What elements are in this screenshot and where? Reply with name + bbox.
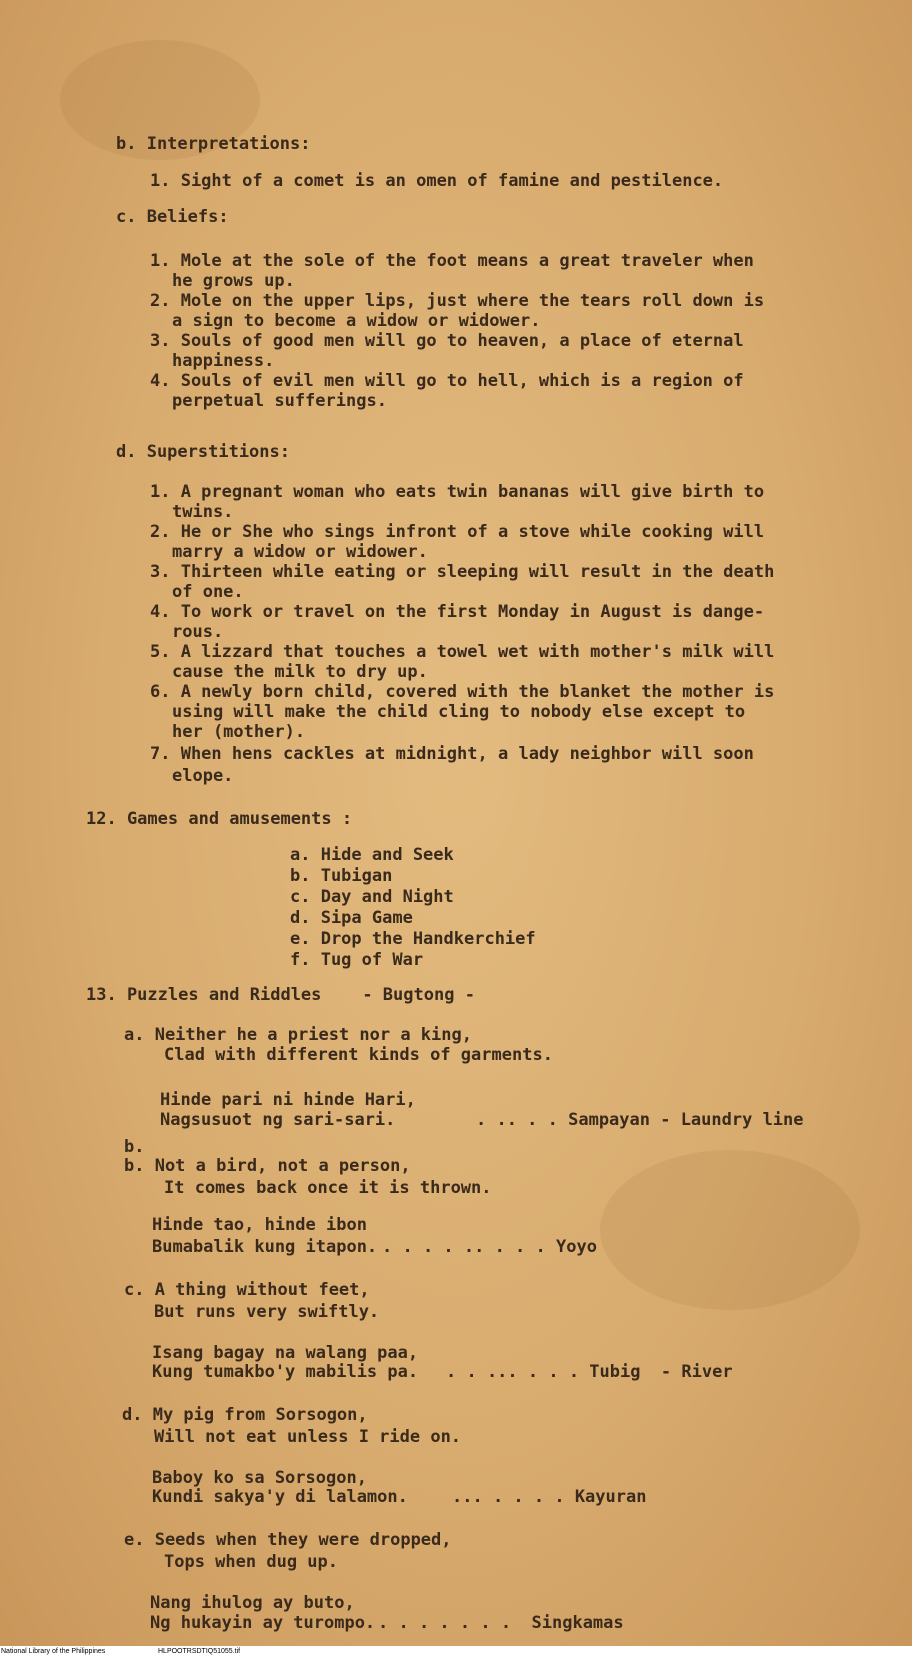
superstition-item-continued: using will make the child cling to nobody else except to: [172, 702, 746, 722]
section-heading-puzzles: 13. Puzzles and Riddles - Bugtong -: [86, 985, 475, 1005]
section-heading-interpretations: b. Interpretations:: [116, 134, 311, 154]
riddle-answer: . . . . . . . Singkamas: [378, 1613, 624, 1633]
riddle-answer: . .. . . Sampayan - Laundry line: [476, 1110, 804, 1130]
riddle-english-continued: Clad with different kinds of garments.: [164, 1045, 553, 1065]
riddle-stray-label: b.: [124, 1137, 145, 1157]
superstition-item-continued: cause the milk to dry up.: [172, 662, 428, 682]
section-heading-superstitions: d. Superstitions:: [116, 442, 290, 462]
paper-stain: [600, 1150, 860, 1310]
riddle-english: d. My pig from Sorsogon,: [122, 1405, 368, 1425]
belief-item-continued: he grows up.: [172, 271, 295, 291]
riddle-english-continued: But runs very swiftly.: [154, 1302, 380, 1322]
belief-item-continued: happiness.: [172, 351, 275, 371]
game-item: d. Sipa Game: [290, 908, 413, 928]
game-item: a. Hide and Seek: [290, 845, 454, 865]
section-heading-beliefs: c. Beliefs:: [116, 207, 229, 227]
game-item: e. Drop the Handkerchief: [290, 929, 536, 949]
riddle-english: b. Not a bird, not a person,: [124, 1156, 411, 1176]
riddle-tagalog: Baboy ko sa Sorsogon,: [152, 1468, 367, 1488]
superstition-item: 3. Thirteen while eating or sleeping will result in the death: [150, 562, 775, 582]
riddle-tagalog: Hinde pari ni hinde Hari,: [160, 1090, 416, 1110]
riddle-english-continued: Tops when dug up.: [164, 1552, 338, 1572]
belief-item: 2. Mole on the upper lips, just where the tears roll down is: [150, 291, 765, 311]
superstition-item: 5. A lizzard that touches a towel wet with mother's milk will: [150, 642, 775, 662]
riddle-tagalog: Ng hukayin ay turompo.: [150, 1613, 376, 1633]
superstition-item-continued: twins.: [172, 502, 234, 522]
superstition-item: 1. A pregnant woman who eats twin bananas will give birth to: [150, 482, 765, 502]
superstition-item: 6. A newly born child, covered with the blanket the mother is: [150, 682, 775, 702]
riddle-tagalog: Nang ihulog ay buto,: [150, 1593, 355, 1613]
footer-library-name: National Library of the Philippines: [1, 1648, 106, 1655]
riddle-answer: . . . . .. . . . Yoyo: [382, 1237, 597, 1257]
belief-item: 1. Mole at the sole of the foot means a great traveler when: [150, 251, 754, 271]
game-item: f. Tug of War: [290, 950, 424, 970]
riddle-english: a. Neither he a priest nor a king,: [124, 1025, 472, 1045]
scan-footer: [0, 1646, 912, 1658]
superstition-item-continued: of one.: [172, 582, 244, 602]
superstition-item: 7. When hens cackles at midnight, a lady neighbor will soon: [150, 744, 754, 764]
section-heading-games: 12. Games and amusements :: [86, 809, 353, 829]
belief-item-continued: perpetual sufferings.: [172, 391, 387, 411]
riddle-tagalog: Hinde tao, hinde ibon: [152, 1215, 367, 1235]
riddle-tagalog: Isang bagay na walang paa,: [152, 1343, 419, 1363]
riddle-tagalog: Nagsusuot ng sari-sari.: [160, 1110, 396, 1130]
riddle-tagalog: Kundi sakya'y di lalamon.: [152, 1487, 408, 1507]
superstition-item-continued: marry a widow or widower.: [172, 542, 428, 562]
superstition-item: 2. He or She who sings infront of a stove while cooking will: [150, 522, 765, 542]
riddle-english: c. A thing without feet,: [124, 1280, 370, 1300]
riddle-answer: . . ... . . . Tubig - River: [446, 1362, 733, 1382]
superstition-item-continued: elope.: [172, 766, 234, 786]
footer-file-name: HLPOOTRSDTIQ51055.tif: [158, 1648, 241, 1655]
superstition-item-continued: rous.: [172, 622, 224, 642]
riddle-answer: ... . . . . Kayuran: [452, 1487, 647, 1507]
riddle-tagalog: Bumabalik kung itapon.: [152, 1237, 378, 1257]
game-item: b. Tubigan: [290, 866, 393, 886]
superstition-item-continued: her (mother).: [172, 722, 306, 742]
interpretation-item: 1. Sight of a comet is an omen of famine and pestilence.: [150, 171, 724, 191]
belief-item: 4. Souls of evil men will go to hell, which is a region of: [150, 371, 744, 391]
riddle-english-continued: It comes back once it is thrown.: [164, 1178, 492, 1198]
belief-item-continued: a sign to become a widow or widower.: [172, 311, 541, 331]
game-item: c. Day and Night: [290, 887, 454, 907]
riddle-english-continued: Will not eat unless I ride on.: [154, 1427, 462, 1447]
superstition-item: 4. To work or travel on the first Monday in August is dange-: [150, 602, 765, 622]
riddle-tagalog: Kung tumakbo'y mabilis pa.: [152, 1362, 419, 1382]
belief-item: 3. Souls of good men will go to heaven, a place of eternal: [150, 331, 744, 351]
riddle-english: e. Seeds when they were dropped,: [124, 1530, 452, 1550]
